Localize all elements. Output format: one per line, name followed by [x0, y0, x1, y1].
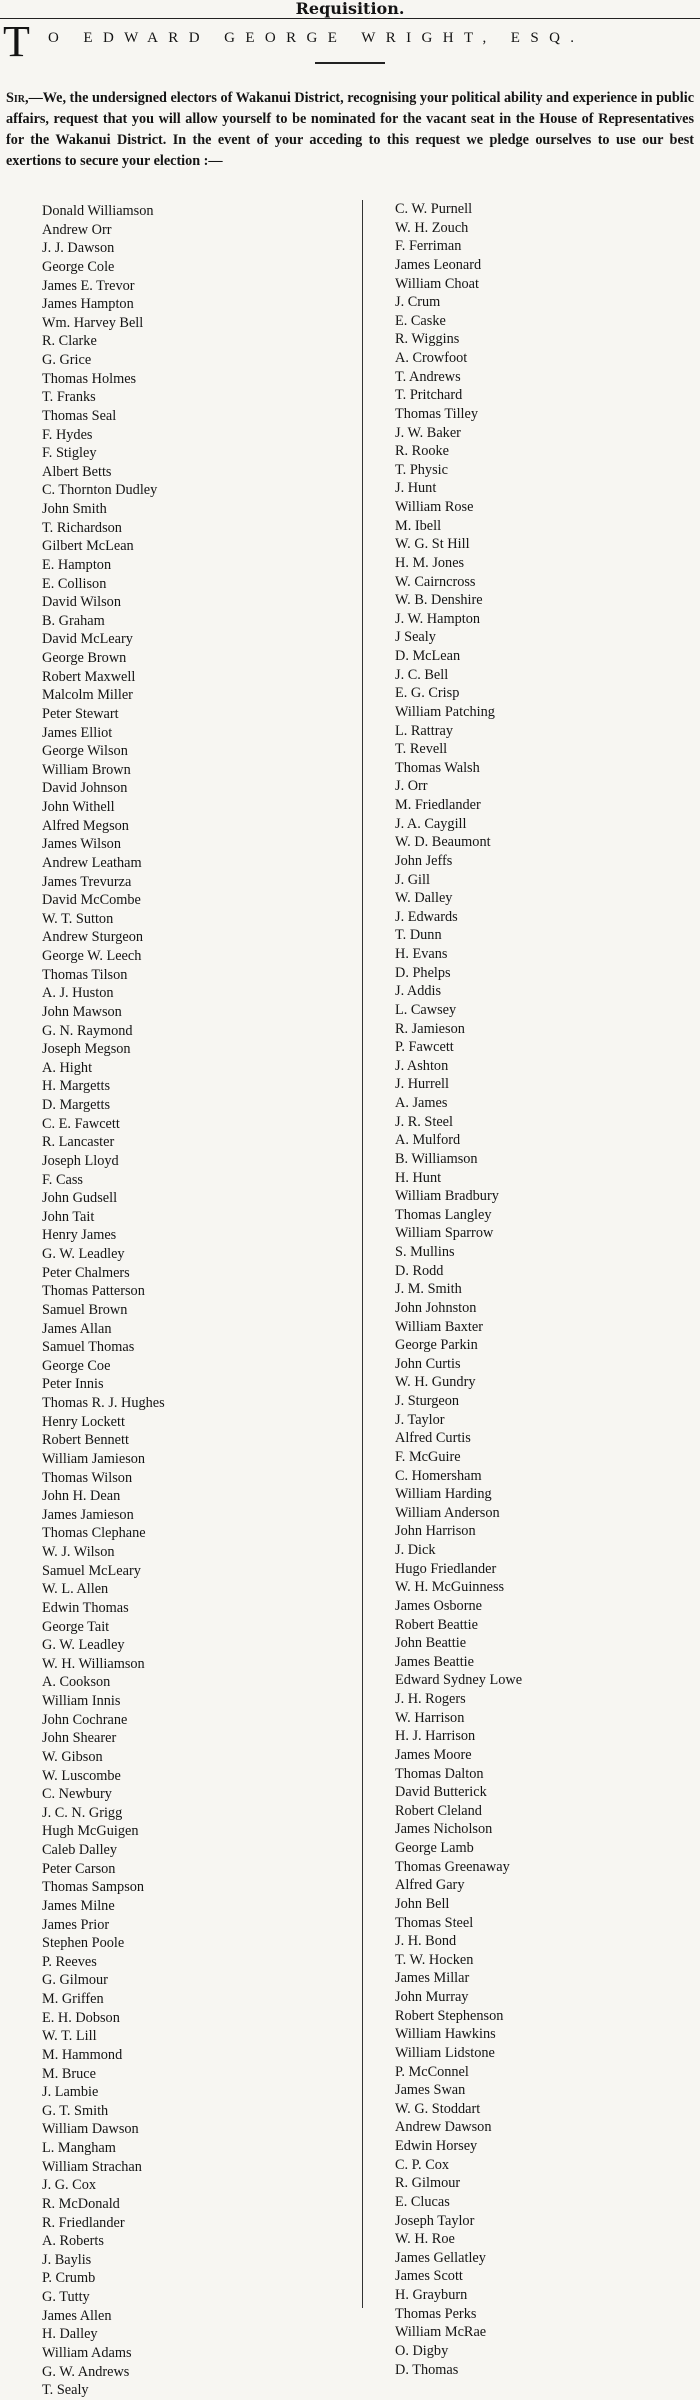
right-signatory: E. Clucas: [395, 2193, 450, 2210]
right-signatory: B. Williamson: [395, 1150, 478, 1167]
signatories-right-column: [395, 200, 695, 2379]
left-signatory: F. Hydes: [42, 426, 93, 443]
drop-cap: T: [3, 17, 30, 66]
right-signatory: Thomas Greenaway: [395, 1858, 510, 1875]
right-signatory: H. M. Jones: [395, 554, 465, 571]
left-signatory: James Jamieson: [42, 1506, 134, 1523]
left-signatory: W. L. Allen: [42, 1581, 109, 1598]
right-signatory: J. Gill: [395, 871, 430, 888]
left-signatory: William Strachan: [42, 2158, 142, 2175]
left-signatory: John Shearer: [42, 1730, 117, 1747]
left-signatory: Thomas Tilson: [42, 966, 128, 983]
left-signatory: W. T. Lill: [42, 2028, 97, 2045]
right-signatory: T. Pritchard: [395, 387, 463, 404]
right-signatory: W. Cairncross: [395, 573, 476, 590]
right-signatory: William McRae: [395, 2324, 487, 2341]
right-signatory: T. Dunn: [395, 927, 442, 944]
right-signatory: James Beattie: [395, 1653, 475, 1670]
right-signatory: W. D. Beaumont: [395, 834, 491, 851]
left-signatory: H. Dalley: [42, 2326, 98, 2343]
left-signatory: James Allen: [42, 2307, 112, 2324]
left-signatory: Edwin Thomas: [42, 1599, 129, 1616]
right-signatory: J. A. Caygill: [395, 815, 467, 832]
right-signatory: R. Rooke: [395, 443, 450, 460]
left-signatory: Malcolm Miller: [42, 687, 133, 704]
right-signatory: P. Fawcett: [395, 1039, 454, 1056]
left-signatory: George Wilson: [42, 743, 128, 760]
left-signatory: Henry Lockett: [42, 1413, 125, 1430]
left-signatory: J. Lambie: [42, 2084, 99, 2101]
right-signatory: Robert Stephenson: [395, 2007, 504, 2024]
right-signatory: J Sealy: [395, 629, 436, 646]
right-signatory: H. J. Harrison: [395, 1728, 476, 1745]
right-signatory: T. Revell: [395, 741, 448, 758]
ornamental-rule: [315, 60, 385, 66]
left-signatory: A. Roberts: [42, 2233, 104, 2250]
right-signatory: D. McLean: [395, 648, 461, 664]
right-signatory: George Lamb: [395, 1840, 474, 1856]
left-signatory: Donald Williamson: [42, 203, 154, 219]
right-signatory: James Gellatley: [395, 2249, 486, 2266]
right-signatory: J. Ashton: [395, 1057, 449, 1074]
left-signatory: James E. Trevor: [42, 277, 135, 294]
right-signatory: David Butterick: [395, 1784, 487, 1801]
right-signatory: John Curtis: [395, 1355, 461, 1372]
right-signatory: J. Hunt: [395, 480, 437, 497]
right-signatory: John Beattie: [395, 1635, 467, 1652]
left-signatory: Henry James: [42, 1227, 117, 1244]
right-signatory: C. W. Purnell: [395, 201, 473, 217]
right-signatory: M. Friedlander: [395, 797, 481, 813]
right-signatory: J. Crum: [395, 294, 441, 311]
left-signatory: John Smith: [42, 501, 107, 517]
right-signatory: Hugo Friedlander: [395, 1560, 497, 1577]
right-signatory: Joseph Taylor: [395, 2212, 475, 2229]
left-signatory: P. Crumb: [42, 2270, 96, 2287]
right-signatory: William Sparrow: [395, 1225, 494, 1242]
left-signatory: James Wilson: [42, 836, 121, 853]
right-signatory: John Murray: [395, 1989, 469, 2005]
left-signatory: Thomas Clephane: [42, 1525, 146, 1542]
left-signatory: David McLeary: [42, 631, 133, 648]
left-signatory: J. C. N. Grigg: [42, 1804, 123, 1821]
left-signatory: T. Sealy: [42, 2382, 89, 2399]
left-signatory: Peter Innis: [42, 1376, 104, 1393]
left-signatory: P. Reeves: [42, 1953, 97, 1970]
left-signatory: Robert Bennett: [42, 1432, 129, 1449]
right-signatory: E. G. Crisp: [395, 685, 460, 702]
left-signatory: David Wilson: [42, 594, 121, 611]
left-signatory: A. Hight: [42, 1059, 93, 1076]
left-signatory: Caleb Dalley: [42, 1842, 118, 1858]
left-signatory: William Brown: [42, 761, 131, 778]
right-signatory: John Harrison: [395, 1523, 476, 1540]
left-signatory: R. Lancaster: [42, 1134, 115, 1151]
right-signatory: John Jeffs: [395, 852, 453, 869]
right-signatory: Andrew Dawson: [395, 2119, 492, 2136]
right-signatory: W. Dalley: [395, 890, 453, 907]
requisition-text: [6, 88, 694, 172]
right-signatory: H. Grayburn: [395, 2287, 468, 2303]
right-signatory: J. Hurrell: [395, 1076, 449, 1093]
left-signatory: C. Newbury: [42, 1786, 112, 1803]
right-signatory: A. Crowfoot: [395, 350, 468, 366]
left-signatory: James Allan: [42, 1320, 112, 1337]
right-signatory: James Swan: [395, 2082, 466, 2099]
left-signatory: Alfred Megson: [42, 817, 129, 834]
left-signatory: George Tait: [42, 1618, 110, 1635]
right-signatory: L. Rattray: [395, 722, 453, 739]
left-signatory: James Milne: [42, 1897, 115, 1914]
left-signatory: David Johnson: [42, 780, 128, 797]
left-signatory: James Prior: [42, 1916, 110, 1933]
right-signatory: J. W. Hampton: [395, 610, 480, 627]
right-signatory: William Patching: [395, 703, 495, 720]
right-signatory: Thomas Walsh: [395, 759, 480, 776]
left-signatory: W. Gibson: [42, 1748, 103, 1765]
page-heading: Requisition.: [295, 0, 405, 18]
right-signatory: William Lidstone: [395, 2044, 495, 2061]
signatories-left-column: [42, 202, 342, 2400]
left-signatory: M. Hammond: [42, 2046, 123, 2063]
right-signatory: R. Jamieson: [395, 1020, 465, 1037]
right-signatory: D. Thomas: [395, 2361, 459, 2378]
left-signatory: Andrew Sturgeon: [42, 929, 143, 946]
right-signatory: Thomas Steel: [395, 1914, 474, 1931]
right-signatory: Robert Cleland: [395, 1802, 482, 1819]
left-signatory: C. Thornton Dudley: [42, 482, 158, 499]
left-signatory: Andrew Leatham: [42, 854, 142, 871]
left-signatory: Samuel McLeary: [42, 1562, 141, 1579]
left-signatory: William Adams: [42, 2344, 132, 2361]
left-signatory: Joseph Megson: [42, 1041, 131, 1058]
right-signatory: A. Mulford: [395, 1132, 461, 1149]
right-signatory: J. Taylor: [395, 1411, 445, 1428]
left-signatory: G. T. Smith: [42, 2102, 109, 2119]
right-signatory: L. Cawsey: [395, 1001, 457, 1018]
right-signatory: W. G. Stoddart: [395, 2100, 481, 2117]
left-signatory: George Brown: [42, 650, 127, 666]
right-signatory: W. H. McGuinness: [395, 1579, 505, 1596]
right-signatory: C. P. Cox: [395, 2156, 450, 2173]
left-signatory: John Mawson: [42, 1003, 122, 1020]
left-signatory: W. H. Williamson: [42, 1655, 145, 1672]
right-signatory: Thomas Perks: [395, 2305, 477, 2322]
right-signatory: W. H. Gundry: [395, 1374, 476, 1391]
left-signatory: Thomas Seal: [42, 407, 117, 424]
right-signatory: William Harding: [395, 1486, 492, 1503]
right-signatory: T. Physic: [395, 461, 448, 478]
right-signatory: J. H. Bond: [395, 1933, 457, 1950]
left-signatory: William Jamieson: [42, 1450, 146, 1467]
left-signatory: Samuel Brown: [42, 1301, 128, 1318]
right-signatory: J. H. Rogers: [395, 1691, 466, 1707]
left-signatory: Thomas Patterson: [42, 1283, 145, 1300]
left-signatory: James Trevurza: [42, 873, 132, 890]
left-signatory: J. G. Cox: [42, 2177, 97, 2194]
column-divider: [362, 200, 363, 2308]
left-signatory: J. Baylis: [42, 2251, 92, 2268]
right-signatory: F. McGuire: [395, 1448, 461, 1465]
right-signatory: Edward Sydney Lowe: [395, 1672, 523, 1689]
left-signatory: G. Gilmour: [42, 1972, 108, 1989]
left-signatory: R. Clarke: [42, 333, 97, 350]
left-signatory: J. J. Dawson: [42, 240, 115, 257]
right-signatory: H. Hunt: [395, 1169, 442, 1186]
left-signatory: C. E. Fawcett: [42, 1115, 120, 1132]
left-signatory: Peter Carson: [42, 1860, 116, 1877]
right-signatory: P. McConnel: [395, 2063, 469, 2080]
right-signatory: D. Phelps: [395, 964, 451, 981]
right-signatory: James Leonard: [395, 256, 482, 273]
right-signatory: O. Digby: [395, 2342, 449, 2359]
left-signatory: George W. Leech: [42, 948, 142, 964]
requisition-body: —We, the undersigned electors of Wakanui District, recognising your political ability and experience in public affairs, request that you will allow yourself to be nominated for the vacant seat in the House of Representatives for the Wakanui District. In the event of your acceding to this request we pledge ourselves to use our best exertions to secure your election :—: [6, 90, 694, 170]
left-signatory: John Tait: [42, 1208, 95, 1225]
left-signatory: Peter Stewart: [42, 705, 119, 722]
left-signatory: F. Cass: [42, 1171, 83, 1188]
left-signatory: Thomas Wilson: [42, 1469, 133, 1486]
right-signatory: William Hawkins: [395, 2026, 496, 2043]
left-signatory: George Coe: [42, 1357, 111, 1374]
left-signatory: E. Hampton: [42, 556, 112, 573]
left-signatory: E. H. Dobson: [42, 2009, 120, 2026]
right-signatory: W. Harrison: [395, 1709, 465, 1726]
left-signatory: G. W. Leadley: [42, 1637, 125, 1654]
left-signatory: G. Tutty: [42, 2289, 90, 2305]
left-signatory: G. Grice: [42, 352, 92, 368]
left-signatory: M. Bruce: [42, 2065, 96, 2082]
left-signatory: R. McDonald: [42, 2195, 120, 2212]
right-signatory: W. B. Denshire: [395, 592, 483, 609]
right-signatory: James Osborne: [395, 1597, 482, 1614]
right-signatory: William Anderson: [395, 1504, 500, 1521]
right-signatory: J. Addis: [395, 983, 442, 1000]
left-signatory: G. N. Raymond: [42, 1022, 133, 1039]
right-signatory: William Choat: [395, 275, 480, 292]
right-signatory: D. Rodd: [395, 1262, 444, 1279]
right-signatory: Thomas Tilley: [395, 405, 479, 422]
left-signatory: Hugh McGuigen: [42, 1823, 139, 1840]
left-signatory: John Withell: [42, 799, 115, 815]
right-signatory: E. Caske: [395, 312, 446, 329]
right-signatory: J. Dick: [395, 1542, 436, 1558]
left-signatory: R. Friedlander: [42, 2214, 125, 2231]
left-signatory: E. Collison: [42, 575, 107, 592]
left-signatory: Peter Chalmers: [42, 1264, 130, 1281]
left-signatory: George Cole: [42, 258, 115, 275]
left-signatory: G. W. Leadley: [42, 1246, 125, 1262]
right-signatory: John Bell: [395, 1895, 450, 1912]
right-signatory: T. Andrews: [395, 368, 461, 385]
right-signatory: J. C. Bell: [395, 666, 449, 683]
left-signatory: Thomas Sampson: [42, 1879, 145, 1896]
left-signatory: James Elliot: [42, 724, 113, 741]
right-signatory: James Scott: [395, 2268, 463, 2285]
left-signatory: G. W. Andrews: [42, 2363, 130, 2380]
left-signatory: B. Graham: [42, 612, 105, 629]
right-signatory: W. H. Zouch: [395, 219, 469, 236]
left-signatory: James Hampton: [42, 296, 134, 313]
right-signatory: W. G. St Hill: [395, 536, 470, 553]
left-signatory: T. Franks: [42, 389, 96, 406]
right-signatory: J. R. Steel: [395, 1113, 453, 1130]
right-signatory: Alfred Curtis: [395, 1430, 471, 1447]
salutation: Sir,: [6, 90, 29, 107]
right-signatory: William Bradbury: [395, 1188, 499, 1205]
left-signatory: John H. Dean: [42, 1488, 121, 1505]
left-signatory: Joseph Lloyd: [42, 1152, 119, 1169]
right-signatory: J. M. Smith: [395, 1281, 462, 1298]
right-signatory: W. H. Roe: [395, 2231, 455, 2248]
right-signatory: J. Orr: [395, 778, 428, 795]
left-signatory: W. T. Sutton: [42, 910, 114, 927]
right-signatory: J. Edwards: [395, 908, 458, 925]
right-signatory: R. Gilmour: [395, 2175, 461, 2192]
left-signatory: T. Richardson: [42, 519, 122, 536]
right-signatory: James Moore: [395, 1746, 472, 1763]
right-signatory: James Nicholson: [395, 1821, 493, 1838]
left-signatory: W. Luscombe: [42, 1767, 121, 1784]
right-signatory: F. Ferriman: [395, 238, 462, 255]
left-signatory: John Cochrane: [42, 1711, 128, 1728]
right-signatory: Alfred Gary: [395, 1877, 465, 1894]
left-signatory: Andrew Orr: [42, 221, 112, 238]
left-signatory: F. Stigley: [42, 445, 97, 462]
right-signatory: S. Mullins: [395, 1244, 455, 1260]
right-signatory: Robert Beattie: [395, 1616, 478, 1633]
right-signatory: J. W. Baker: [395, 424, 461, 441]
right-signatory: William Baxter: [395, 1318, 483, 1335]
right-signatory: A. James: [395, 1095, 448, 1111]
left-signatory: Albert Betts: [42, 463, 112, 480]
left-signatory: L. Mangham: [42, 2140, 116, 2156]
right-signatory: T. W. Hocken: [395, 1951, 474, 1968]
addressee-line: O EDWARD GEORGE WRIGHT, ESQ.: [48, 30, 585, 46]
right-signatory: John Johnston: [395, 1299, 477, 1316]
top-rule: [0, 18, 700, 19]
right-signatory: Thomas Dalton: [395, 1765, 484, 1782]
left-signatory: William Innis: [42, 1693, 121, 1709]
right-signatory: Thomas Langley: [395, 1206, 492, 1223]
left-signatory: Thomas Holmes: [42, 370, 137, 387]
left-signatory: Wm. Harvey Bell: [42, 314, 144, 331]
left-signatory: John Gudsell: [42, 1190, 118, 1207]
left-signatory: W. J. Wilson: [42, 1544, 115, 1560]
left-signatory: A. J. Huston: [42, 985, 114, 1002]
right-signatory: James Millar: [395, 1970, 470, 1987]
left-signatory: David McCombe: [42, 892, 141, 909]
left-signatory: Gilbert McLean: [42, 538, 134, 555]
right-signatory: William Rose: [395, 499, 474, 515]
left-signatory: D. Margetts: [42, 1097, 111, 1113]
right-signatory: Edwin Horsey: [395, 2138, 478, 2154]
left-signatory: Stephen Poole: [42, 1935, 125, 1952]
right-signatory: M. Ibell: [395, 517, 442, 534]
left-signatory: Samuel Thomas: [42, 1339, 135, 1356]
right-signatory: George Parkin: [395, 1337, 478, 1354]
left-signatory: A. Cookson: [42, 1674, 111, 1691]
right-signatory: R. Wiggins: [395, 331, 460, 348]
left-signatory: Thomas R. J. Hughes: [42, 1395, 165, 1411]
left-signatory: Robert Maxwell: [42, 668, 136, 685]
left-signatory: William Dawson: [42, 2121, 139, 2138]
right-signatory: J. Sturgeon: [395, 1393, 460, 1409]
right-signatory: C. Homersham: [395, 1467, 482, 1484]
right-signatory: H. Evans: [395, 946, 448, 962]
left-signatory: M. Griffen: [42, 1991, 104, 2007]
left-signatory: H. Margetts: [42, 1078, 111, 1095]
